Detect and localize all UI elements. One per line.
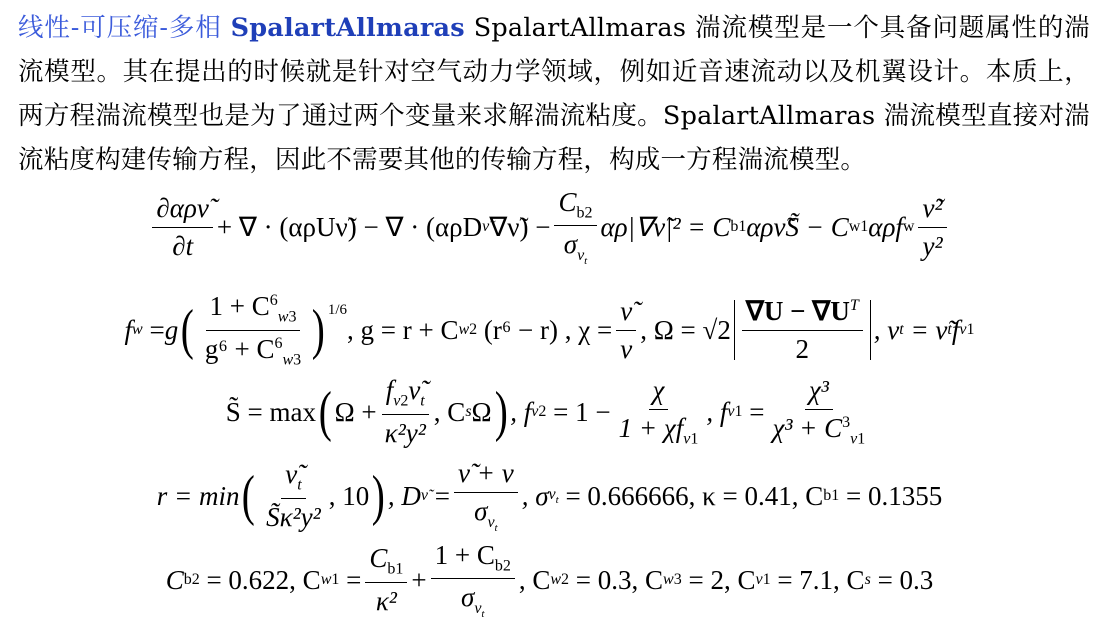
r-equation: r = min ( $\frac{\nũ_t}{\text{S̃κ²y²}}$ , 10 ) , D ν̃ = $\frac{\nũ + \nu}{\sigma_{\nu_t}}$ , σ $\nu_t$ = 0.666666, κ = 0.41, C b1 = 0.1355 bbox=[156, 458, 943, 534]
eq2-chi-fraction: $\frac{\nũ}{\nu}$ bbox=[616, 296, 636, 365]
intro-text: SpalartAllmaras 湍流模型是一个具备问题属性的湍流模型。其在提出的时候就是针对空气动力学领域，例如近音速流动以及机翼设计。本质上，两方程湍流模型也是为了通过两个变量来求解湍流粘度。SpalartAllmaras 湍流模型直接对湍流粘度构建传输方程，因此不需要其他的传输方程，构成一方程湍流模型。 bbox=[18, 13, 1090, 175]
eq5-cb2-fraction: $\frac{1 + C_{b2}}{\sigma_{\nu_t}}$ bbox=[431, 540, 515, 620]
eq5-cw1-fraction: $\frac{C_{b1}}{\text{κ²}}$ bbox=[365, 543, 407, 616]
fw-equation: f w = g ( $\frac{1 + C^6_{w3}}{g^6 + C^6_{w3}}$ ) $^{1/6}$ , g = r + C w2 (r⁶ − r) , χ = $\frac{\nũ}{\nu}$ , Ω = √2 $\frac{\nabla U - \nabla U^T}{2}$ , ν t = ν̃ t f v1 bbox=[124, 291, 975, 368]
section-title-path: 线性-可压缩-多相 bbox=[18, 13, 222, 43]
eq3-fv1-fraction: $\frac{\text{χ³}}{\chi^3 + C^3_{v1}}$ bbox=[772, 375, 866, 448]
eq2-g-fraction: $\frac{1 + C^6_{w3}}{g^6 + C^6_{w3}}$ bbox=[204, 291, 302, 368]
eq1-lhs-fraction: $\frac{\text{∂αρν̃}}{\partial t}$ bbox=[152, 193, 212, 262]
eq3-fv2-fraction: $\frac{f_{v2}\nũ_t}{\text{κ²y²}}$ bbox=[381, 375, 430, 448]
constants-equation: C b2 = 0.622, C w1 = $\frac{C_{b1}}{\text{κ²}}$ + $\frac{1 + C_{b2}}{\sigma_{\nu_t}}$ , C w2 = 0.3, C w3 = 2, C v1 = 7.1, C s = 0.3 bbox=[165, 540, 934, 620]
eq1-cb2-fraction: $\frac{C_{b2}}{\sigma_{\nu_t}}$ bbox=[554, 187, 596, 267]
eq4-r-fraction: $\frac{\nũ_t}{\text{S̃κ²y²}}$ bbox=[266, 459, 321, 532]
eq2-omega-fraction: $\frac{\nabla U - \nabla U^T}{2}$ bbox=[742, 296, 863, 365]
intro-paragraph bbox=[18, 6, 1090, 182]
transport-equation: $\frac{\text{∂αρν̃}}{\partial t}$ + ∇ · (αρUν̃) − ∇ · (αρD ν̃ ∇ν̃) − $\frac{C_{b2}}{\sigma_{\nu_t}}$ αρ|∇ν̃|² = C b1 αρν̃S̃ − C w1 αρf w $\frac{\text{ν̃²}}{\text{y²}}$ bbox=[0, 192, 1099, 262]
eq3-chi-fraction: $\frac{\chi}{1 + \chi f_{v1}}$ bbox=[618, 375, 699, 448]
section-title-model: SpalartAllmaras bbox=[230, 13, 465, 43]
eq1-rhs-fraction: $\frac{\text{ν̃²}}{\text{y²}}$ bbox=[918, 193, 946, 262]
eq4-d-fraction: $\frac{\nũ + \nu}{\sigma_{\nu_t}}$ bbox=[454, 458, 518, 534]
s-tilde-equation: S̃ = max ( Ω + $\frac{f_{v2}\nũ_t}{\text{κ²y²}}$ , C s Ω ) , f v2 = 1 − $\frac{\chi}{1 + \chi f_{v1}}$ , f v1 = $\frac{\text{χ³}}{\chi^3 + C^3_{v1}}$ bbox=[0, 376, 1099, 448]
